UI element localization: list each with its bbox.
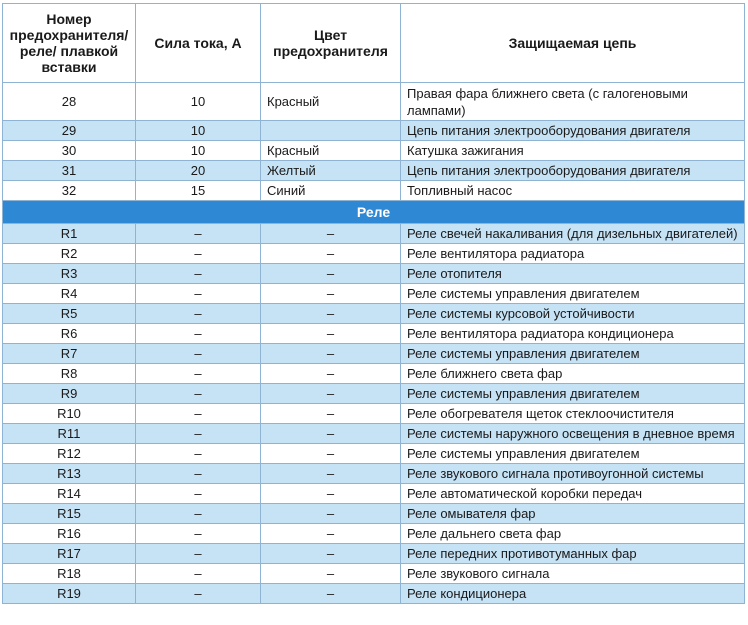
relay-number: R15 bbox=[3, 504, 136, 524]
relay-circuit: Реле ближнего света фар bbox=[401, 364, 745, 384]
relay-current: – bbox=[136, 264, 261, 284]
relay-circuit: Реле звукового сигнала противоугонной системы bbox=[401, 464, 745, 484]
relay-color: – bbox=[261, 484, 401, 504]
relay-color: – bbox=[261, 444, 401, 464]
table-row bbox=[3, 444, 745, 464]
relay-number: R16 bbox=[3, 524, 136, 544]
fuse-current: 10 bbox=[136, 141, 261, 161]
relay-number: R5 bbox=[3, 304, 136, 324]
relay-number: R9 bbox=[3, 384, 136, 404]
table-row bbox=[3, 181, 745, 201]
relay-color: – bbox=[261, 244, 401, 264]
relay-number: R17 bbox=[3, 544, 136, 564]
relay-color: – bbox=[261, 544, 401, 564]
relay-circuit: Реле отопителя bbox=[401, 264, 745, 284]
table-row bbox=[3, 584, 745, 604]
relay-rows bbox=[3, 224, 745, 604]
relay-number: R6 bbox=[3, 324, 136, 344]
relay-number: R19 bbox=[3, 584, 136, 604]
fuse-circuit: Цепь питания электрооборудования двигателя bbox=[401, 121, 745, 141]
relay-color: – bbox=[261, 384, 401, 404]
fuse-color: Красный bbox=[261, 141, 401, 161]
relay-number: R3 bbox=[3, 264, 136, 284]
relay-current: – bbox=[136, 324, 261, 344]
table-row bbox=[3, 284, 745, 304]
relay-circuit: Реле автоматической коробки передач bbox=[401, 484, 745, 504]
relay-color: – bbox=[261, 324, 401, 344]
table-row bbox=[3, 161, 745, 181]
fuse-color: Желтый bbox=[261, 161, 401, 181]
table-row bbox=[3, 244, 745, 264]
table-row bbox=[3, 384, 745, 404]
relay-circuit: Реле вентилятора радиатора bbox=[401, 244, 745, 264]
header-current: Сила тока, А bbox=[136, 4, 261, 83]
relay-circuit: Реле свечей накаливания (для дизельных двигателей) bbox=[401, 224, 745, 244]
relay-current: – bbox=[136, 464, 261, 484]
relay-number: R4 bbox=[3, 284, 136, 304]
relay-number: R1 bbox=[3, 224, 136, 244]
relay-current: – bbox=[136, 344, 261, 364]
table-row bbox=[3, 264, 745, 284]
relay-color: – bbox=[261, 404, 401, 424]
relay-circuit: Реле дальнего света фар bbox=[401, 524, 745, 544]
relay-current: – bbox=[136, 384, 261, 404]
table-row bbox=[3, 524, 745, 544]
relay-color: – bbox=[261, 424, 401, 444]
relay-circuit: Реле системы управления двигателем bbox=[401, 384, 745, 404]
relay-number: R8 bbox=[3, 364, 136, 384]
relay-circuit: Реле системы управления двигателем bbox=[401, 284, 745, 304]
table-row bbox=[3, 344, 745, 364]
relay-current: – bbox=[136, 584, 261, 604]
fuse-current: 10 bbox=[136, 121, 261, 141]
fuse-number: 32 bbox=[3, 181, 136, 201]
table-row bbox=[3, 304, 745, 324]
relay-color: – bbox=[261, 584, 401, 604]
relay-color: – bbox=[261, 364, 401, 384]
fuse-current: 15 bbox=[136, 181, 261, 201]
table-row bbox=[3, 464, 745, 484]
table-row bbox=[3, 544, 745, 564]
header-circuit: Защищаемая цепь bbox=[401, 4, 745, 83]
relay-circuit: Реле кондиционера bbox=[401, 584, 745, 604]
relay-circuit: Реле омывателя фар bbox=[401, 504, 745, 524]
fuse-relay-table bbox=[2, 3, 745, 604]
relay-color: – bbox=[261, 264, 401, 284]
relay-current: – bbox=[136, 424, 261, 444]
table-row bbox=[3, 121, 745, 141]
relay-section-row bbox=[3, 201, 745, 224]
fuse-color: Синий bbox=[261, 181, 401, 201]
table-row bbox=[3, 504, 745, 524]
table-row bbox=[3, 564, 745, 584]
fuse-number: 30 bbox=[3, 141, 136, 161]
relay-current: – bbox=[136, 284, 261, 304]
relay-current: – bbox=[136, 484, 261, 504]
relay-color: – bbox=[261, 564, 401, 584]
relay-current: – bbox=[136, 544, 261, 564]
relay-color: – bbox=[261, 344, 401, 364]
fuse-color: Красный bbox=[261, 83, 401, 121]
relay-current: – bbox=[136, 244, 261, 264]
fuse-current: 20 bbox=[136, 161, 261, 181]
fuse-number: 28 bbox=[3, 83, 136, 121]
table-header-row bbox=[3, 4, 745, 83]
table-row bbox=[3, 324, 745, 344]
relay-current: – bbox=[136, 444, 261, 464]
fuse-circuit: Цепь питания электрооборудования двигателя bbox=[401, 161, 745, 181]
relay-section-title: Реле bbox=[3, 201, 745, 224]
relay-number: R14 bbox=[3, 484, 136, 504]
relay-number: R12 bbox=[3, 444, 136, 464]
fuse-circuit: Топливный насос bbox=[401, 181, 745, 201]
relay-number: R11 bbox=[3, 424, 136, 444]
table-row bbox=[3, 141, 745, 161]
table-row bbox=[3, 404, 745, 424]
relay-color: – bbox=[261, 524, 401, 544]
relay-current: – bbox=[136, 224, 261, 244]
fuse-number: 29 bbox=[3, 121, 136, 141]
relay-color: – bbox=[261, 224, 401, 244]
relay-circuit: Реле системы наружного освещения в дневное время bbox=[401, 424, 745, 444]
relay-color: – bbox=[261, 504, 401, 524]
fuse-circuit: Правая фара ближнего света (с галогеновыми лампами) bbox=[401, 83, 745, 121]
relay-color: – bbox=[261, 464, 401, 484]
fuse-current: 10 bbox=[136, 83, 261, 121]
relay-circuit: Реле вентилятора радиатора кондиционера bbox=[401, 324, 745, 344]
relay-number: R18 bbox=[3, 564, 136, 584]
relay-current: – bbox=[136, 504, 261, 524]
relay-circuit: Реле обогревателя щеток стеклоочистителя bbox=[401, 404, 745, 424]
relay-circuit: Реле звукового сигнала bbox=[401, 564, 745, 584]
relay-number: R7 bbox=[3, 344, 136, 364]
table-row bbox=[3, 424, 745, 444]
relay-number: R13 bbox=[3, 464, 136, 484]
relay-current: – bbox=[136, 524, 261, 544]
relay-circuit: Реле передних противотуманных фар bbox=[401, 544, 745, 564]
relay-circuit: Реле системы управления двигателем bbox=[401, 344, 745, 364]
relay-current: – bbox=[136, 564, 261, 584]
relay-number: R2 bbox=[3, 244, 136, 264]
relay-color: – bbox=[261, 304, 401, 324]
header-fuse-number: Номер предохранителя/ реле/ плавкой вставки bbox=[3, 4, 136, 83]
fuse-number: 31 bbox=[3, 161, 136, 181]
relay-circuit: Реле системы курсовой устойчивости bbox=[401, 304, 745, 324]
table-row bbox=[3, 83, 745, 121]
relay-color: – bbox=[261, 284, 401, 304]
relay-current: – bbox=[136, 304, 261, 324]
table-row bbox=[3, 364, 745, 384]
relay-current: – bbox=[136, 404, 261, 424]
table-row bbox=[3, 224, 745, 244]
relay-number: R10 bbox=[3, 404, 136, 424]
fuse-color bbox=[261, 121, 401, 141]
header-color: Цвет предохранителя bbox=[261, 4, 401, 83]
relay-circuit: Реле системы управления двигателем bbox=[401, 444, 745, 464]
fuse-circuit: Катушка зажигания bbox=[401, 141, 745, 161]
table-row bbox=[3, 484, 745, 504]
relay-current: – bbox=[136, 364, 261, 384]
